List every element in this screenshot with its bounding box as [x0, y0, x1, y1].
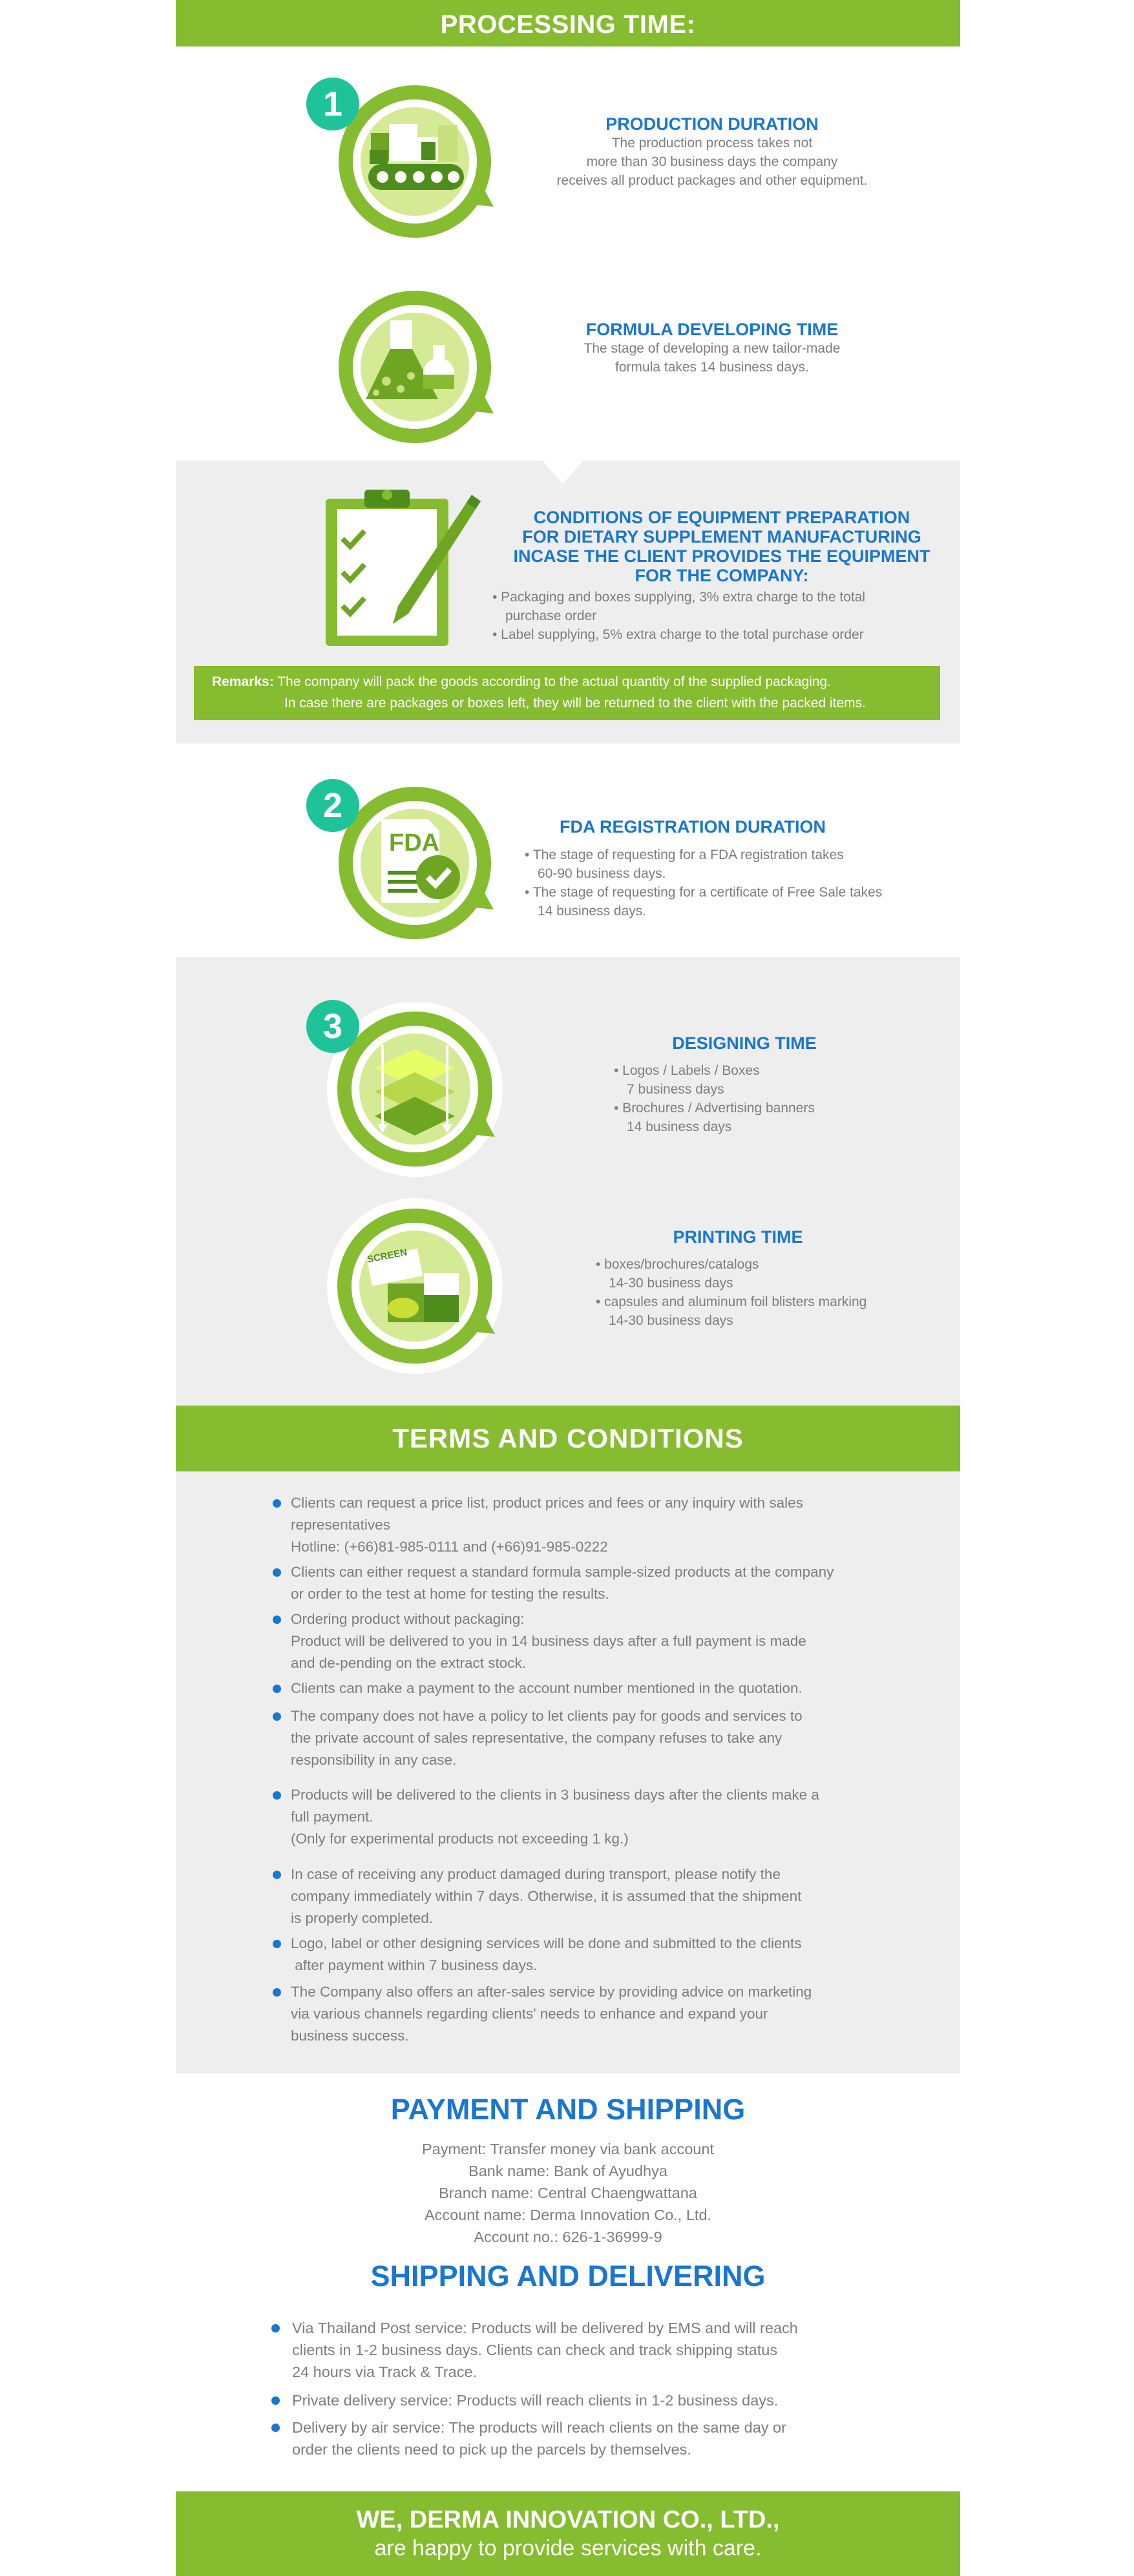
conditions-title-line: INCASE THE CLIENT PROVIDES THE EQUIPMENT — [513, 546, 930, 566]
terms-line: Clients can either request a standard formula sample-sized products at the company — [291, 1564, 834, 1580]
terms-line: business success. — [291, 2028, 409, 2044]
shipping-title: SHIPPING AND DELIVERING — [370, 2259, 766, 2292]
fda-icon-text: FDA — [389, 829, 440, 857]
bullet-dot-icon — [271, 2324, 280, 2332]
conditions-title-line: CONDITIONS OF EQUIPMENT PREPARATION — [533, 508, 910, 527]
terms-line: via various channels regarding clients' needs to enhance and expand your — [291, 2006, 768, 2022]
conditions-title-line: FOR THE COMPANY: — [635, 566, 809, 585]
terms-line: (Only for experimental products not exceeding 1 kg.) — [291, 1831, 629, 1847]
printing-bullet: 14-30 business days — [609, 1313, 733, 1328]
remarks-box — [194, 666, 940, 720]
remarks-line: In case there are packages or boxes left, they will be returned to the client with the packed items. — [284, 696, 866, 711]
terms-line: after payment within 7 business days. — [291, 1957, 538, 1973]
step-2-badge: 2 — [306, 779, 359, 832]
panel-notch — [542, 461, 583, 484]
terms-item — [273, 1784, 854, 1850]
processing-time-header — [176, 0, 960, 47]
bullet-dot-icon — [273, 1499, 281, 1508]
terms-line: and de-pending on the extract stock. — [291, 1655, 526, 1671]
shipping-line: clients in 1-2 business days. Clients can check and track shipping status — [292, 2342, 778, 2358]
production-line: more than 30 business days the company — [586, 154, 838, 169]
payment-line: Branch name: Central Chaengwattana — [439, 2185, 697, 2201]
footer-tagline: are happy to provide services with care. — [374, 2536, 762, 2560]
conditions-bullet: purchase order — [505, 608, 597, 623]
bullet-dot-icon — [271, 2424, 280, 2432]
printing-bullet: • boxes/brochures/catalogs — [596, 1257, 759, 1272]
bullet-dot-icon — [271, 2396, 280, 2405]
terms-line: Clients can make a payment to the account number mentioned in the quotation. — [291, 1680, 803, 1696]
terms-line: The company does not have a policy to let clients pay for goods and services to — [291, 1708, 803, 1724]
production-text — [518, 114, 906, 190]
bullet-dot-icon — [273, 1712, 281, 1721]
terms-line: is properly completed. — [291, 1910, 434, 1926]
terms-line: the private account of sales representative, the company refuses to take any — [291, 1730, 782, 1746]
payment-title: PAYMENT AND SHIPPING — [390, 2093, 746, 2126]
production-title: PRODUCTION DURATION — [605, 114, 819, 134]
step-1-badge: 1 — [306, 78, 359, 130]
terms-line: In case of receiving any product damaged during transport, please notify the — [291, 1866, 781, 1882]
production-line: The production process takes not — [611, 136, 813, 151]
shipping-line: 24 hours via Track & Trace. — [292, 2363, 478, 2380]
terms-line: Ordering product without packaging: — [291, 1611, 525, 1627]
terms-line: The Company also offers an after-sales service by providing advice on marketing — [291, 1984, 812, 2000]
terms-item — [273, 1864, 854, 1929]
bullet-dot-icon — [273, 1940, 281, 1948]
terms-line: responsibility in any case. — [291, 1752, 457, 1768]
terms-line: Logo, label or other designing services will be done and submitted to the clients — [291, 1935, 802, 1951]
screen-icon-text: SCREEN — [366, 1247, 408, 1265]
formula-title: FORMULA DEVELOPING TIME — [585, 320, 839, 339]
designing-title: DESIGNING TIME — [672, 1034, 817, 1053]
formula-line: The stage of developing a new tailor-made — [583, 341, 841, 356]
lab-flask-icon — [324, 284, 531, 452]
shipping-item — [271, 2317, 872, 2383]
terms-item — [273, 1705, 854, 1771]
shipping-line: Private delivery service: Products will reach clients in 1-2 business days. — [292, 2392, 779, 2409]
designing-bullet: • Logos / Labels / Boxes — [614, 1063, 760, 1078]
terms-title: TERMS AND CONDITIONS — [392, 1423, 744, 1453]
terms-line: Hotline: (+66)81-985-0111 and (+66)91-985-0222 — [291, 1539, 608, 1555]
shipping-item — [271, 2416, 872, 2460]
printing-bullets — [596, 1255, 958, 1330]
terms-item — [273, 1981, 854, 2047]
fda-bullet: 60-90 business days. — [538, 866, 666, 881]
terms-item — [273, 1561, 854, 1605]
terms-header — [176, 1406, 960, 1471]
terms-line: Clients can request a price list, product prices and fees or any inquiry with sales — [291, 1495, 803, 1511]
terms-line: representatives — [291, 1517, 390, 1533]
designing-bullet: 14 business days — [627, 1119, 732, 1134]
shipping-line: Delivery by air service: The products will reach clients on the same day or — [292, 2419, 786, 2436]
terms-line: full payment. — [291, 1809, 373, 1825]
terms-line: Products will be delivered to the clients in 3 business days after the clients make a — [291, 1787, 819, 1803]
payment-line: Bank name: Bank of Ayudhya — [468, 2163, 667, 2179]
design-print-panel — [176, 957, 960, 1406]
footer-banner — [176, 2491, 960, 2576]
fda-title: FDA REGISTRATION DURATION — [560, 817, 826, 836]
designing-bullet: • Brochures / Advertising banners — [614, 1101, 815, 1116]
payment-details — [176, 2138, 960, 2248]
bullet-dot-icon — [273, 1685, 281, 1693]
bullet-dot-icon — [273, 1791, 281, 1800]
terms-item — [273, 1608, 854, 1674]
shipping-line: Via Thailand Post service: Products will be delivered by EMS and will reach — [292, 2320, 798, 2336]
remarks-line: The company will pack the goods according to the actual quantity of the supplied packaging. — [277, 674, 832, 689]
formula-line: formula takes 14 business days. — [615, 360, 809, 375]
terms-item — [273, 1678, 854, 1699]
terms-item — [273, 1933, 854, 1977]
screen-printing-icon — [320, 1198, 527, 1379]
terms-item — [273, 1492, 854, 1558]
footer-company-name: WE, DERMA INNOVATION CO., LTD., — [356, 2506, 780, 2533]
bullet-dot-icon — [273, 1871, 281, 1879]
terms-line: Product will be delivered to you in 14 business days after a full payment is made — [291, 1633, 806, 1649]
fda-bullet: • The stage of requesting for a FDA registration takes — [525, 847, 844, 862]
bullet-dot-icon — [273, 1568, 281, 1577]
page — [176, 0, 960, 2576]
formula-text — [518, 320, 906, 377]
fda-bullet: 14 business days. — [538, 904, 647, 919]
terms-line: or order to the test at home for testing the results. — [291, 1586, 609, 1602]
conditions-bullet: • Label supplying, 5% extra charge to the total purchase order — [492, 627, 864, 642]
printing-title: PRINTING TIME — [673, 1227, 803, 1247]
conditions-bullets — [492, 588, 958, 644]
production-line: receives all product packages and other equipment. — [556, 173, 868, 188]
payment-line: Account no.: 626-1-36999-9 — [474, 2228, 662, 2245]
fda-bullet: • The stage of requesting for a certificate of Free Sale takes — [525, 885, 883, 900]
processing-time-title: PROCESSING TIME: — [440, 10, 696, 39]
terms-line: company immediately within 7 days. Otherwise, it is assumed that the shipment — [291, 1888, 802, 1904]
designing-bullet: 7 business days — [627, 1082, 724, 1097]
fda-bullets — [525, 846, 938, 920]
step-3-badge: 3 — [306, 1000, 359, 1053]
shipping-item — [271, 2389, 872, 2411]
clipboard-checklist-icon — [326, 486, 494, 647]
shipping-line: order the clients need to pick up the parcels by themselves. — [292, 2441, 691, 2458]
printing-bullet: • capsules and aluminum foil blisters marking — [596, 1294, 867, 1309]
bullet-dot-icon — [273, 1988, 281, 1997]
designing-bullets — [614, 1061, 924, 1136]
payment-line: Payment: Transfer money via bank account — [422, 2141, 714, 2157]
conditions-bullet: • Packaging and boxes supplying, 3% extra charge to the total — [492, 590, 866, 605]
conditions-title-block — [499, 508, 945, 585]
conditions-title-line: FOR DIETARY SUPPLEMENT MANUFACTURING — [522, 527, 921, 546]
remarks-label: Remarks: — [212, 674, 274, 689]
printing-bullet: 14-30 business days — [609, 1276, 733, 1291]
payment-line: Account name: Derma Innovation Co., Ltd. — [424, 2207, 712, 2223]
bullet-dot-icon — [273, 1615, 281, 1624]
